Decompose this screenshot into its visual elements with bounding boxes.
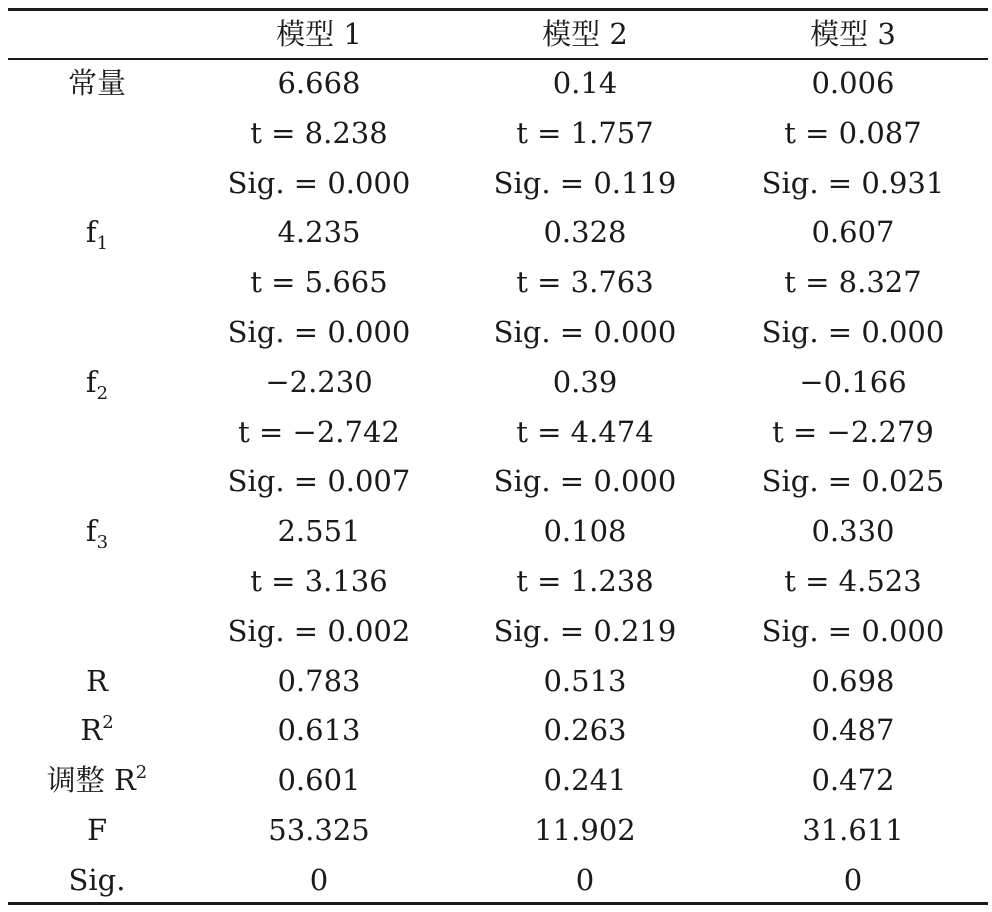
row-label (8, 408, 186, 458)
cell-model-1: Sig. = 0.002 (227, 613, 411, 648)
row-label-text: 常量 (67, 66, 126, 100)
row-label-text: f (85, 514, 97, 549)
table-row (8, 756, 988, 806)
cell-model-1: 4.235 (277, 215, 361, 250)
row-label-superscript: 2 (135, 762, 148, 784)
cell-model-3: t = 0.087 (784, 115, 922, 150)
cell-model-2: 0.39 (552, 364, 618, 399)
row-label (8, 159, 186, 209)
table-row (8, 408, 988, 458)
table-row (8, 258, 988, 308)
row-label-subscript: 3 (96, 532, 109, 554)
row-label (8, 756, 186, 806)
cell-model-3: 0.487 (811, 713, 895, 748)
cell-model-2: t = 1.757 (516, 115, 654, 150)
row-label (8, 607, 186, 657)
header-corner (8, 10, 186, 59)
row-label (8, 208, 186, 258)
cell-model-3: −0.166 (799, 364, 907, 399)
table-row (8, 59, 988, 109)
cell-model-1: −2.230 (265, 364, 373, 399)
row-label (8, 308, 186, 358)
cell-model-1: Sig. = 0.007 (227, 464, 411, 499)
cell-model-2: 0.14 (552, 66, 618, 100)
cell-model-1: 6.668 (277, 66, 361, 100)
row-label-text: F (86, 812, 108, 847)
cell-model-3: 0.330 (811, 514, 895, 549)
table-row (8, 806, 988, 856)
cell-model-3: Sig. = 0.000 (761, 314, 945, 349)
row-label-text: R (80, 713, 103, 748)
table-row (8, 706, 988, 756)
table-body (8, 59, 988, 906)
row-label-superscript: 2 (102, 712, 114, 734)
row-label (8, 507, 186, 557)
cell-model-2: Sig. = 0.000 (493, 464, 677, 499)
cell-model-3: Sig. = 0.931 (761, 165, 945, 200)
header-model-3: 模型 3 (810, 17, 896, 51)
row-label-text: R (86, 663, 108, 698)
cell-model-1: 53.325 (268, 812, 370, 847)
cell-model-3: 31.611 (802, 812, 904, 847)
cell-model-2: 0.513 (543, 663, 627, 698)
row-label-subscript: 1 (96, 233, 109, 255)
cell-model-3: 0 (843, 862, 863, 897)
row-label-text: f (85, 364, 97, 399)
cell-model-1: t = −2.742 (238, 414, 400, 449)
table-row (8, 159, 988, 209)
cell-model-3: 0.472 (811, 763, 895, 798)
row-label (8, 557, 186, 607)
cell-model-1: t = 5.665 (250, 265, 388, 300)
row-label-text: f (85, 215, 97, 250)
cell-model-1: t = 8.238 (250, 115, 388, 150)
cell-model-1: t = 3.136 (250, 563, 388, 598)
row-label (8, 109, 186, 159)
row-label (8, 59, 186, 109)
cell-model-3: t = 8.327 (784, 265, 922, 300)
results-table (8, 10, 988, 906)
header-model-1: 模型 1 (276, 17, 362, 51)
cell-model-2: t = 3.763 (516, 265, 654, 300)
table-row (8, 457, 988, 507)
table-row (8, 856, 988, 906)
cell-model-2: 0.241 (543, 763, 627, 798)
row-label (8, 457, 186, 507)
row-label (8, 258, 186, 308)
cell-model-1: Sig. = 0.000 (227, 314, 411, 349)
row-label (8, 806, 186, 856)
cell-model-3: 0.698 (811, 663, 895, 698)
cell-model-2: 0.328 (543, 215, 627, 250)
table-row (8, 308, 988, 358)
table-row (8, 607, 988, 657)
header-model-2: 模型 2 (542, 17, 628, 51)
table-row (8, 358, 988, 408)
row-label (8, 657, 186, 707)
cell-model-2: Sig. = 0.119 (493, 165, 677, 200)
cell-model-2: t = 4.474 (516, 414, 654, 449)
cell-model-1: 0.783 (277, 663, 361, 698)
cell-model-1: 2.551 (277, 514, 361, 549)
cell-model-3: t = 4.523 (784, 563, 922, 598)
table-row (8, 657, 988, 707)
cell-model-1: Sig. = 0.000 (227, 165, 411, 200)
row-label (8, 706, 186, 756)
table-row (8, 507, 988, 557)
table-row (8, 109, 988, 159)
cell-model-3: Sig. = 0.025 (761, 464, 945, 499)
row-label-subscript: 2 (96, 382, 109, 404)
cell-model-1: 0 (309, 862, 329, 897)
row-label (8, 358, 186, 408)
cell-model-3: Sig. = 0.000 (761, 613, 945, 648)
header-row (8, 10, 988, 59)
cell-model-1: 0.601 (277, 763, 361, 798)
table-row (8, 208, 988, 258)
cell-model-2: 0.108 (543, 514, 627, 549)
table-row (8, 557, 988, 607)
cell-model-3: 0.607 (811, 215, 895, 250)
cell-model-3: 0.006 (811, 66, 895, 100)
row-label (8, 856, 186, 906)
cell-model-2: Sig. = 0.000 (493, 314, 677, 349)
cell-model-3: t = −2.279 (772, 414, 934, 449)
table-header (8, 10, 988, 59)
cell-model-2: 11.902 (534, 812, 636, 847)
row-label-text: 调整 R (46, 763, 136, 798)
cell-model-2: t = 1.238 (516, 563, 654, 598)
cell-model-2: 0 (575, 862, 595, 897)
cell-model-2: 0.263 (543, 713, 627, 748)
cell-model-1: 0.613 (277, 713, 361, 748)
cell-model-2: Sig. = 0.219 (493, 613, 677, 648)
row-label-text: Sig. (68, 862, 126, 897)
